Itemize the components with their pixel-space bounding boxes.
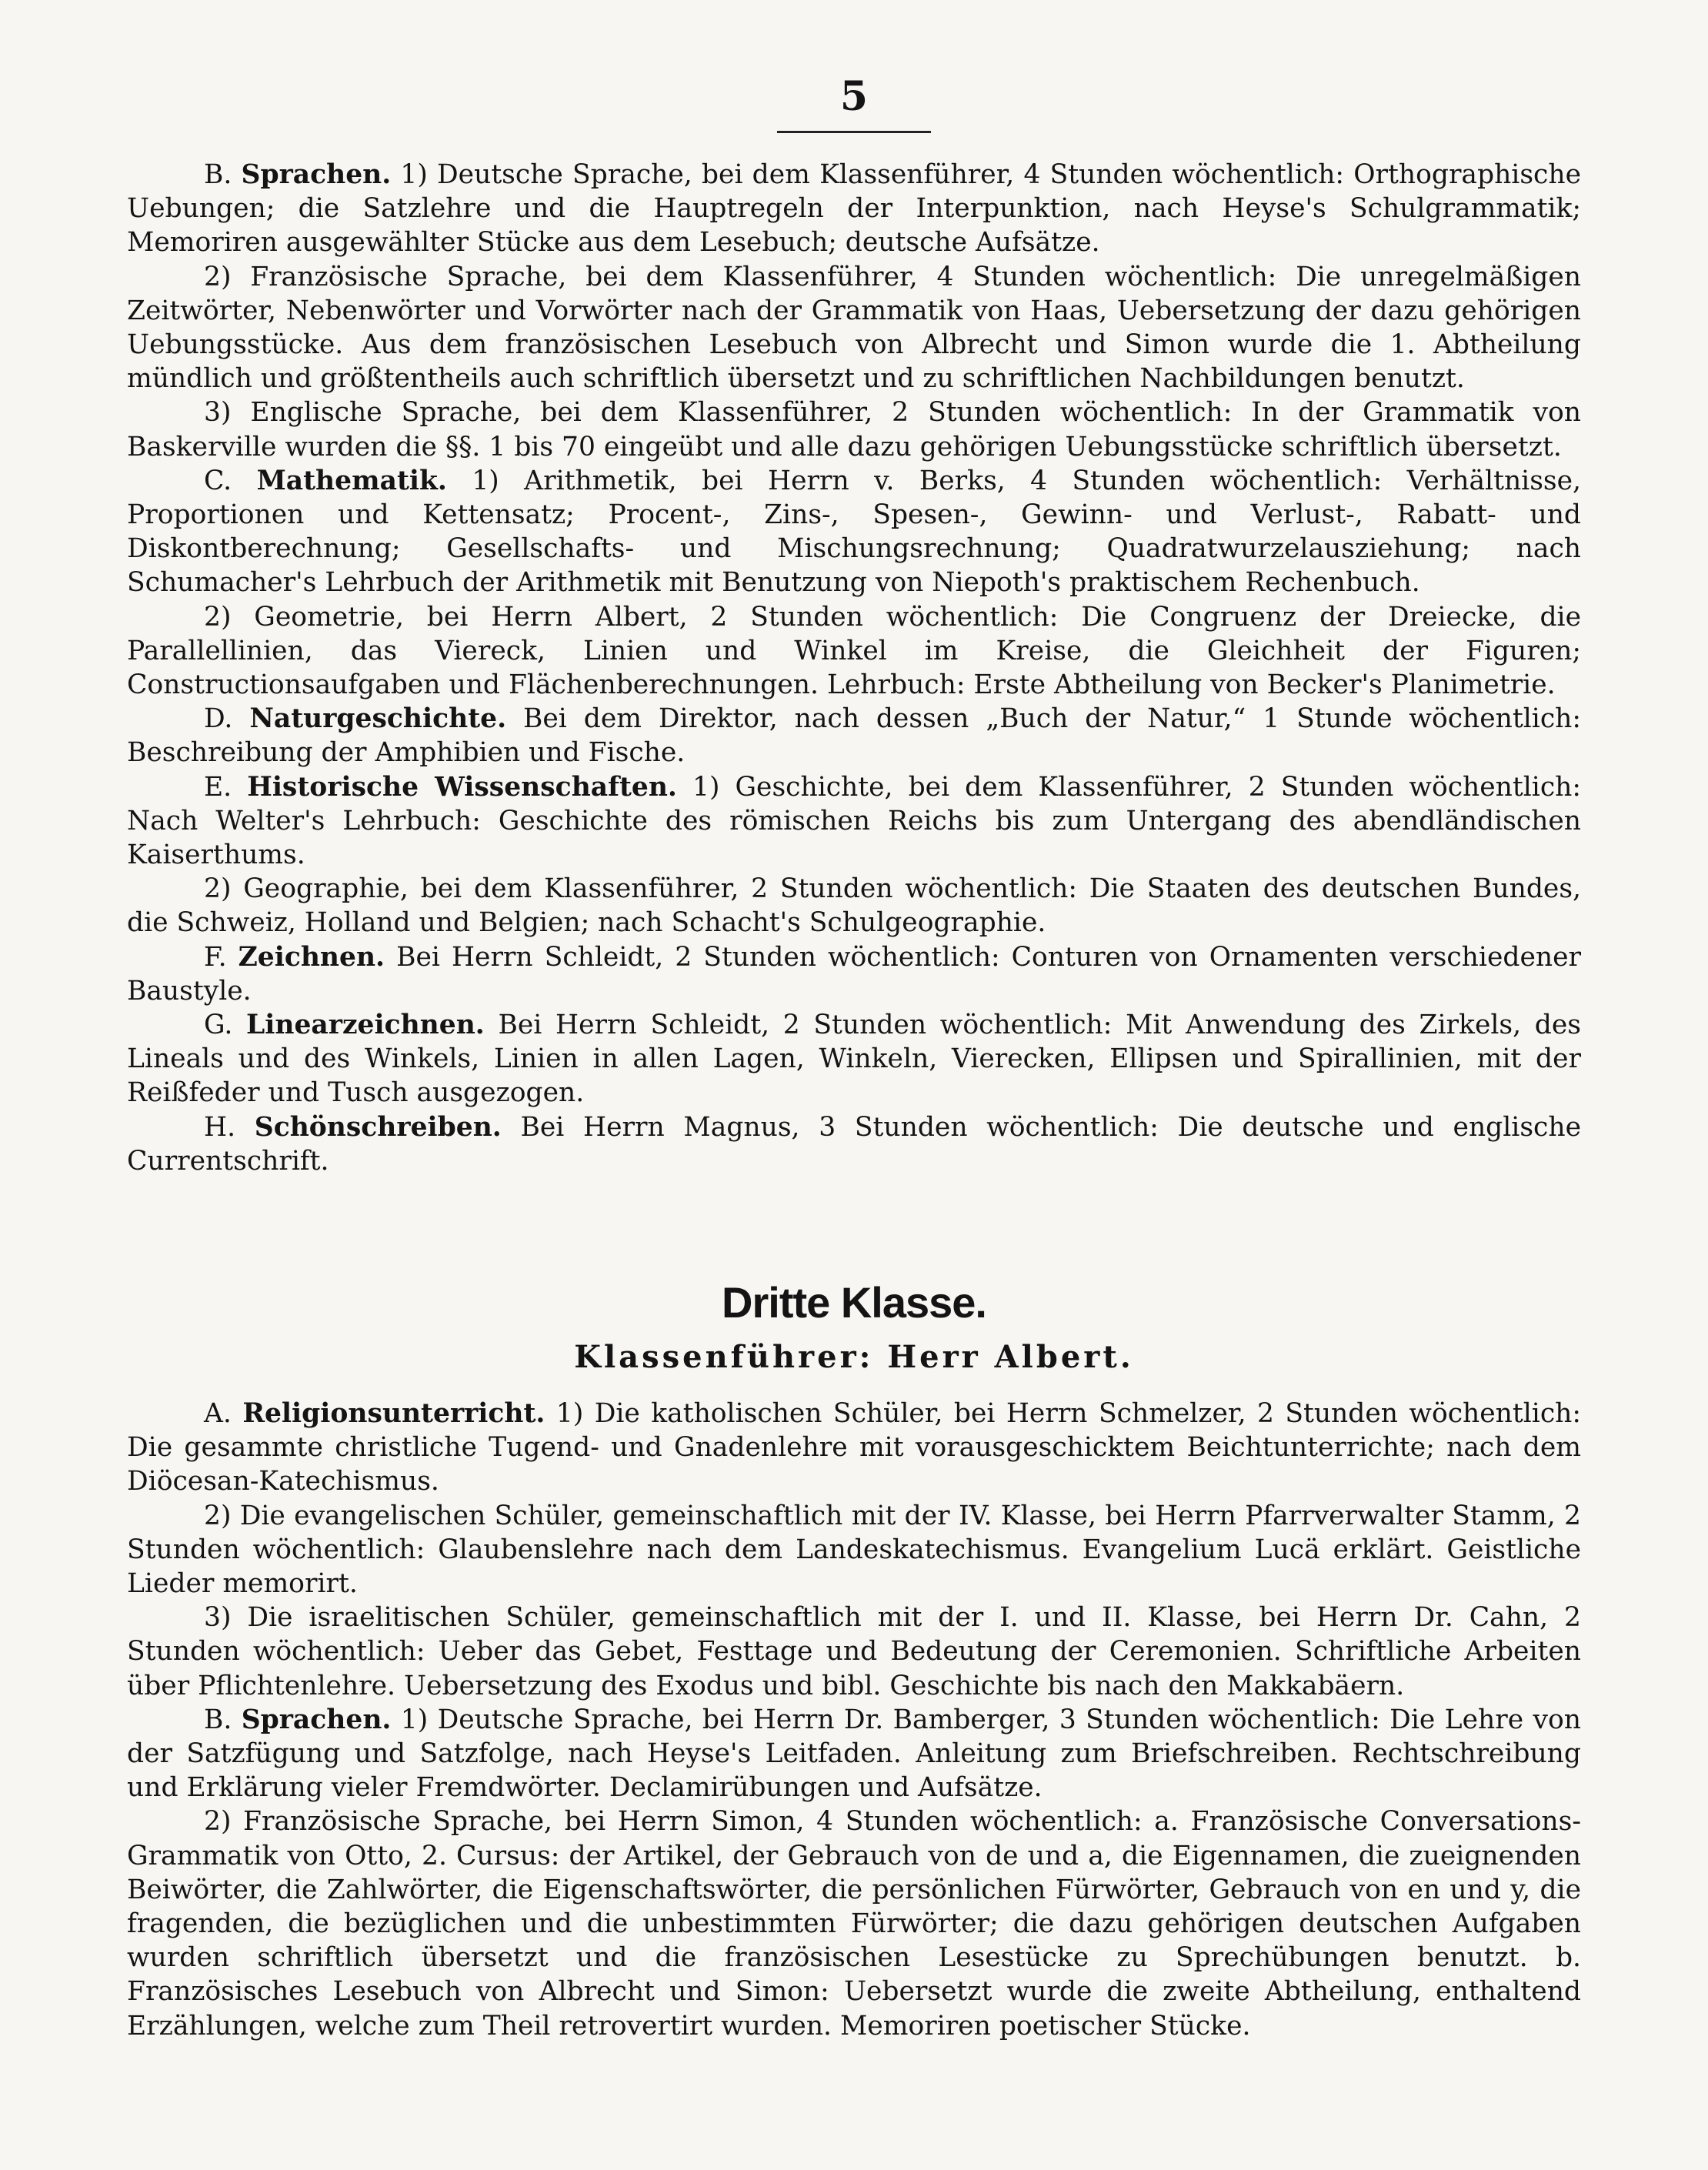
section-heading: Naturgeschichte.	[249, 703, 507, 735]
section-heading: Religionsunterricht.	[242, 1398, 545, 1429]
section-label: H.	[204, 1111, 236, 1143]
paragraph-d-natural-history	[127, 702, 1581, 770]
section-heading: Linearzeichnen.	[246, 1010, 485, 1041]
section-heading: Sprachen.	[241, 1704, 392, 1735]
paragraph-text: Bei Herrn Schleidt, 2 Stunden wöchentlich: Conturen von Ornamenten verschiedener Baustyle.	[127, 941, 1581, 1007]
paragraph-text: 1) Deutsche Sprache, bei dem Klassenführer, 4 Stunden wöchentlich: Orthographische Uebungen; die Satzlehre und die Hauptregeln der Interpunktion, nach Heyse's Schulgrammatik; Memoriren ausgewählter Stücke aus dem Lesebuch; deutsche Aufsätze.	[127, 159, 1582, 259]
paragraph-e2-geography: 2) Geographie, bei dem Klassenführer, 2 Stunden wöchentlich: Die Staaten des deutschen Bundes, die Schweiz, Holland und Belgien; nach Schacht's Schulgeographie.	[127, 873, 1581, 939]
section-label: G.	[204, 1010, 233, 1041]
section-heading: Schönschreiben.	[254, 1111, 502, 1143]
paragraph-g-linear-drawing	[127, 1008, 1581, 1110]
paragraph-b3-english: 3) Englische Sprache, bei dem Klassenführer, 2 Stunden wöchentlich: In der Grammatik von Baskerville wurden die §§. 1 bis 70 eingeübt und alle dazu gehörigen Uebungsstücke schriftlich übersetzt.	[127, 397, 1581, 462]
paragraph-c2-geometry: 2) Geometrie, bei Herrn Albert, 2 Stunden wöchentlich: Die Congruenz der Dreiecke, die Parallellinien, das Viereck, Linien und Winkel im Kreise, die Gleichheit der Figuren; Constructionsaufgaben und Flächenberechnungen. Lehrbuch: Erste Abtheilung von Becker's Planimetrie.	[127, 601, 1581, 701]
paragraph-text: 1) Die katholischen Schüler, bei Herrn Schmelzer, 2 Stunden wöchentlich: Die gesammte christliche Tugend- und Gnadenlehre mit vorausgeschicktem Beichtunterrichte; nach dem Diöcesan-Katechismus.	[127, 1398, 1581, 1497]
paragraph-a3-jewish: 3) Die israelitischen Schüler, gemeinschaftlich mit der I. und II. Klasse, bei Herrn Dr. Cahn, 2 Stunden wöchentlich: Ueber das Gebet, Festtage und Bedeutung der Ceremonien. Schriftliche Arbeiten über Pflichtenlehre. Uebersetzung des Exodus und bibl. Geschichte bis nach den Makkabäern.	[127, 1602, 1581, 1701]
class-teacher-line: Klassenführer: Herr Albert.	[574, 1339, 1134, 1375]
paragraph-a-religion	[127, 1397, 1581, 1499]
section-heading: Mathematik.	[256, 465, 447, 496]
section-label: D.	[204, 703, 233, 735]
paragraph-text: Bei Herrn Magnus, 3 Stunden wöchentlich: Die deutsche und englische Currentschrift.	[127, 1111, 1581, 1177]
section-title: Dritte Klasse.	[722, 1278, 986, 1327]
section-heading: Sprachen.	[241, 159, 392, 190]
page-number-rule	[777, 131, 931, 133]
paragraph-h-calligraphy	[127, 1110, 1581, 1178]
section-heading: Zeichnen.	[238, 941, 385, 973]
paragraph-c-mathematics	[127, 464, 1581, 600]
paragraph-a2-protestant: 2) Die evangelischen Schüler, gemeinschaftlich mit der IV. Klasse, bei Herrn Pfarrverwalter Stamm, 2 Stunden wöchentlich: Glaubenslehre nach dem Landeskatechismus. Evangelium Lucä erklärt. Geistliche Lieder memorirt.	[127, 1500, 1581, 1600]
paragraph-e-history	[127, 770, 1581, 873]
paragraph-b-languages	[127, 1703, 1581, 1805]
section-heading: Historische Wissenschaften.	[247, 771, 677, 803]
paragraph-b2-french: 2) Französische Sprache, bei Herrn Simon, 4 Stunden wöchentlich: a. Französische Conversations-Grammatik von Otto, 2. Cursus: der Artikel, der Gebrauch von de und a, die Eigennamen, die zueignenden Beiwörter, die Zahlwörter, die Eigenschaftswörter, die persönlichen Fürwörter, Gebrauch von en und y, die fragenden, die bezüglichen und die unbestimmten Fürwörter; die dazu gehörigen deutschen Aufgaben wurden schriftlich übersetzt und die französischen Lesestücke zu Sprechübungen benutzt. b. Französisches Lesebuch von Albrecht und Simon: Uebersetzt wurde die zweite Abtheilung, enthaltend Erzählungen, welche zum Theil retrovertirt wurden. Memoriren poetischer Stücke.	[127, 1806, 1581, 2041]
upper-text-block	[127, 158, 1581, 1178]
lower-text-block	[127, 1397, 1581, 2043]
section-label: E.	[204, 771, 232, 803]
paragraph-text: 1) Arithmetik, bei Herrn v. Berks, 4 Stunden wöchentlich: Verhältnisse, Proportionen und Kettensatz; Procent-, Zins-, Spesen-, Gewinn- und Verlust-, Rabatt- und Diskontberechnung; Gesellschafts- und Mischungsrechnung; Quadratwurzelausziehung; nach Schumacher's Lehrbuch der Arithmetik mit Benutzung von Niepoth's praktischem Rechenbuch.	[127, 465, 1582, 599]
page-number: 5	[839, 73, 869, 120]
paragraph-b-languages	[127, 158, 1581, 260]
section-label: B.	[204, 1704, 232, 1735]
section-label: F.	[204, 941, 227, 973]
paragraph-b2-french: 2) Französische Sprache, bei dem Klassenführer, 4 Stunden wöchentlich: Die unregelmäßigen Zeitwörter, Nebenwörter und Vorwörter nach der Grammatik von Haas, Uebersetzung der dazu gehörigen Uebungsstücke. Aus dem französischen Lesebuch von Albrecht und Simon wurde die 1. Abtheilung mündlich und größtentheils auch schriftlich übersetzt und zu schriftlichen Nachbildungen benutzt.	[127, 261, 1581, 395]
section-label: C.	[204, 465, 232, 496]
paragraph-text: 1) Deutsche Sprache, bei Herrn Dr. Bamberger, 3 Stunden wöchentlich: Die Lehre von der Satzfügung und Satzfolge, nach Heyse's Leitfaden. Anleitung zum Briefschreiben. Rechtschreibung und Erklärung vieler Fremdwörter. Declamirübungen und Aufsätze.	[127, 1704, 1581, 1804]
section-label: A.	[204, 1398, 232, 1429]
paragraph-text: Bei Herrn Schleidt, 2 Stunden wöchentlich: Mit Anwendung des Zirkels, des Lineals und des Winkels, Linien in allen Lagen, Winkeln, Vierecken, Ellipsen und Spirallinien, mit der Reißfeder und Tusch ausgezogen.	[127, 1010, 1581, 1109]
section-label: B.	[204, 159, 232, 190]
paragraph-text: 1) Geschichte, bei dem Klassenführer, 2 Stunden wöchentlich: Nach Welter's Lehrbuch: Geschichte des römischen Reichs bis zum Untergang des abendländischen Kaiserthums.	[127, 771, 1581, 871]
paragraph-f-drawing	[127, 940, 1581, 1008]
paragraph-text: Bei dem Direktor, nach dessen „Buch der Natur,“ 1 Stunde wöchentlich: Beschreibung der Amphibien und Fische.	[127, 703, 1581, 769]
